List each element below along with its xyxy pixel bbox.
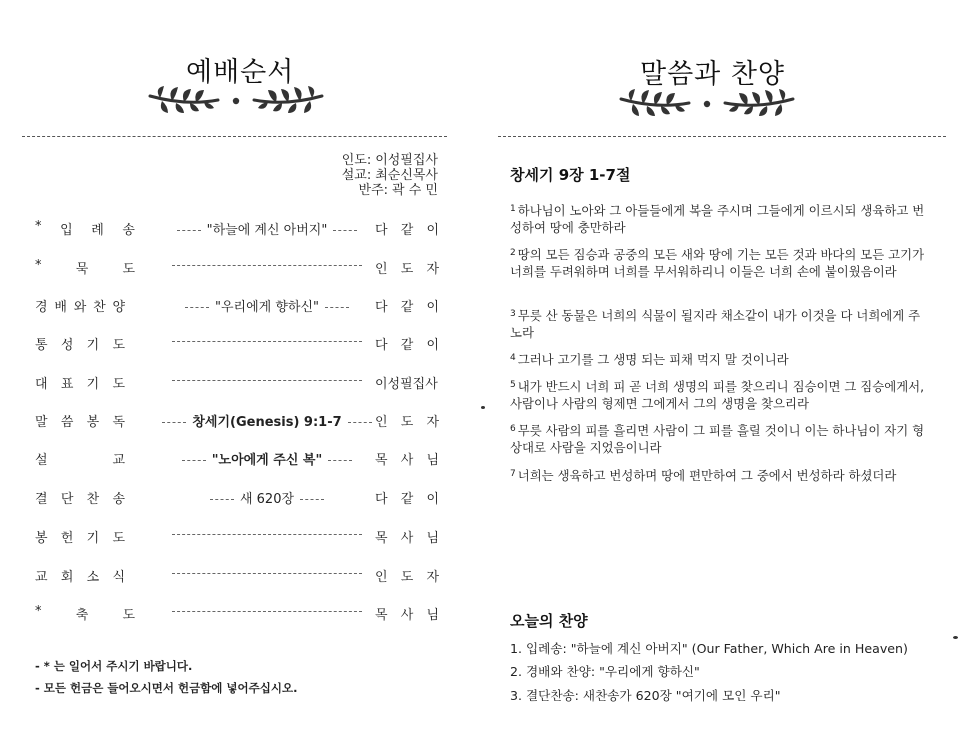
verse	[510, 306, 930, 341]
verse-number: 1	[510, 204, 516, 214]
order-label: * 입 례 송	[35, 219, 135, 238]
order-detail	[153, 449, 381, 468]
verse	[510, 466, 930, 484]
order-label: * 축 도	[35, 604, 135, 623]
order-detail	[153, 566, 381, 581]
order-row	[35, 219, 440, 239]
order-detail	[153, 219, 381, 238]
order-row	[35, 258, 440, 278]
role-line	[342, 168, 438, 183]
order-label: 경 배 와 찬 양	[35, 300, 125, 315]
role-line	[359, 183, 438, 198]
verse-number: 6	[510, 424, 516, 434]
order-row	[35, 604, 440, 624]
role-line	[342, 153, 438, 168]
word-and-praise-title: 말씀과 찬양	[640, 59, 785, 90]
order-leader: 다 같 이	[375, 300, 439, 315]
laurel-ornament-icon	[146, 82, 326, 116]
role-label: 인도:	[341, 153, 372, 168]
order-leader: 이성필집사	[375, 377, 438, 392]
scan-speck	[481, 406, 485, 409]
order-leader: 다 같 이	[375, 223, 439, 238]
offering-note: - 모든 헌금은 들어오시면서 헌금함에 넣어주십시오.	[35, 681, 298, 695]
verse-text: 너희는 생육하고 번성하며 땅에 편만하여 그 중에서 번성하라 하셨더라	[517, 468, 897, 483]
order-detail	[153, 488, 381, 507]
order-detail-text: "우리에게 향하신"	[215, 300, 319, 315]
order-detail	[153, 527, 381, 542]
song-item: 1. 입례송: "하늘에 계신 아버지" (Our Father, Which Are in Heaven)	[510, 641, 908, 656]
order-label: 결 단 찬 송	[35, 492, 125, 507]
order-row	[35, 566, 440, 586]
order-leader: 인 도 자	[375, 262, 439, 277]
passage-title: 창세기 9장 1-7절	[510, 166, 631, 184]
role-name: 최순신목사	[375, 168, 438, 183]
order-row	[35, 296, 440, 316]
order-detail-text: "노아에게 주신 복"	[211, 453, 323, 468]
order-detail	[153, 334, 381, 349]
order-of-worship-title: 예배순서	[186, 57, 295, 88]
order-leader: 목 사 님	[375, 453, 439, 468]
order-detail-text: "하늘에 계신 아버지"	[206, 223, 328, 238]
laurel-ornament-icon	[617, 85, 797, 119]
verse	[510, 245, 930, 280]
verse-text: 하나님이 노아와 그 아들들에게 복을 주시며 그들에게 이르시되 생육하고 번성하여 땅에 충만하라	[510, 203, 925, 235]
order-label: 통 성 기 도	[35, 338, 125, 353]
role-label: 반주:	[358, 183, 389, 198]
order-label: 말 씀 봉 독	[35, 415, 125, 430]
verse-number: 4	[510, 353, 516, 363]
order-row	[35, 488, 440, 508]
todays-songs-title: 오늘의 찬양	[510, 612, 588, 630]
standing-note: - * 는 일어서 주시기 바랍니다.	[35, 659, 193, 673]
order-leader: 목 사 님	[375, 531, 439, 546]
order-label: * 묵 도	[35, 258, 135, 277]
order-detail	[153, 296, 381, 315]
order-row	[35, 527, 440, 547]
order-leader: 인 도 자	[375, 415, 439, 430]
order-detail	[153, 258, 381, 273]
verse	[510, 421, 930, 456]
scan-speck	[953, 636, 958, 639]
verse-text: 무릇 사람의 피를 흘리면 사람이 그 피를 흘릴 것이니 이는 하나님이 자기 형상대로 사람을 지었음이니라	[510, 423, 925, 455]
order-detail	[153, 411, 381, 430]
verse	[510, 201, 930, 236]
verse	[510, 350, 930, 368]
role-name: 곽 수 민	[392, 183, 438, 198]
verse	[510, 377, 930, 412]
verse-text: 그러나 고기를 그 생명 되는 피채 먹지 말 것이니라	[517, 352, 789, 367]
song-item: 2. 경배와 찬양: "우리에게 향하신"	[510, 664, 700, 679]
verse-number: 3	[510, 309, 516, 319]
order-leader: 다 같 이	[375, 492, 439, 507]
left-divider	[22, 136, 447, 137]
order-label: 대 표 기 도	[35, 377, 125, 392]
order-leader: 목 사 님	[375, 608, 439, 623]
order-row	[35, 334, 440, 354]
order-row	[35, 411, 440, 431]
order-detail-text: 창세기(Genesis) 9:1-7	[192, 415, 342, 430]
order-label: 설 교	[35, 453, 125, 468]
order-detail	[153, 373, 381, 388]
order-leader: 인 도 자	[375, 570, 439, 585]
verse-number: 7	[510, 469, 516, 479]
order-detail-text: 새 620장	[239, 492, 295, 507]
role-label: 설교:	[341, 168, 372, 183]
order-row	[35, 449, 440, 469]
verse-text: 땅의 모든 짐승과 공중의 모든 새와 땅에 기는 모든 것과 바다의 모든 고기가 너희를 두려워하며 너희를 무서워하리니 이들은 너희 손에 붙이웠음이라	[510, 247, 925, 279]
verse-number: 2	[510, 248, 516, 258]
verse-text: 무릇 산 동물은 너희의 식물이 될지라 채소같이 내가 이것을 다 너희에게 주노라	[510, 308, 921, 340]
order-label: 봉 헌 기 도	[35, 531, 125, 546]
verse-number: 5	[510, 380, 516, 390]
order-detail	[153, 604, 381, 619]
verse-text: 내가 반드시 너희 피 곧 너희 생명의 피를 찾으리니 짐승이면 그 짐승에게서, 사람이나 사람의 형제면 그에게서 그의 생명을 찾으리라	[510, 379, 925, 411]
right-divider	[498, 136, 946, 137]
order-label: 교 회 소 식	[35, 570, 125, 585]
song-item: 3. 결단찬송: 새찬송가 620장 "여기에 모인 우리"	[510, 688, 781, 703]
order-row	[35, 373, 440, 393]
order-leader: 다 같 이	[375, 338, 439, 353]
role-name: 이성필집사	[375, 153, 438, 168]
